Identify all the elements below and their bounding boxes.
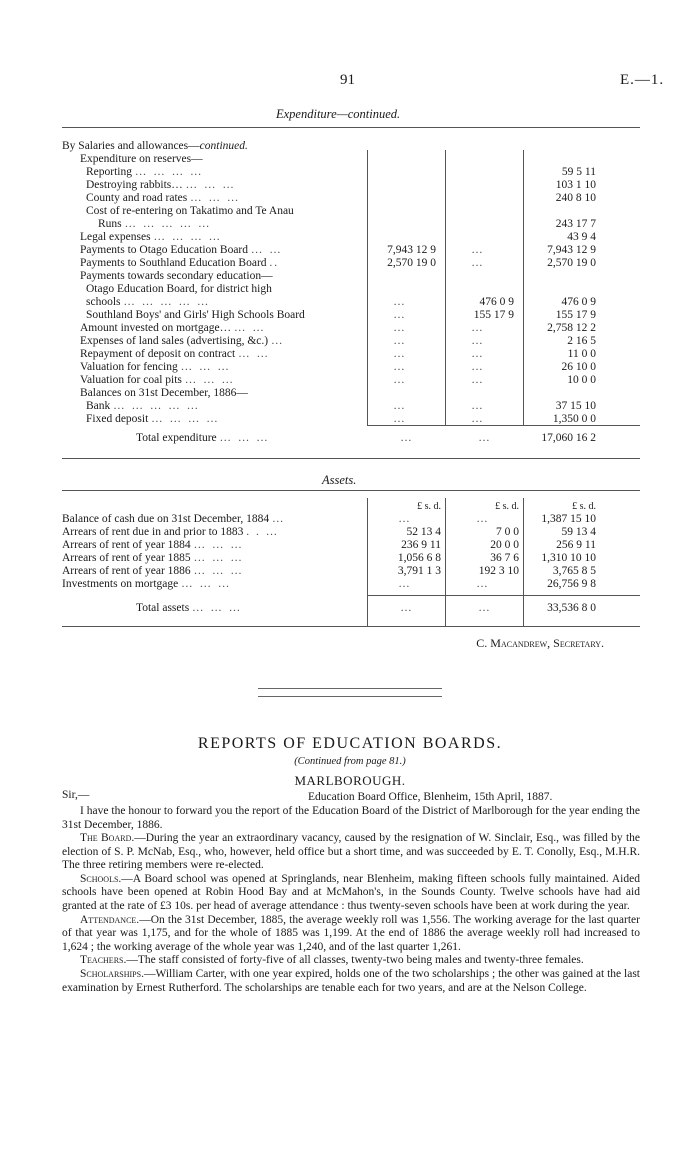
expenditure-row-label: Otago Education Board, for district high	[86, 283, 272, 295]
expenditure-col1: …	[393, 348, 405, 360]
paragraph-text: —The staff consisted of forty-five of all classes, twenty-two being males and twenty-three females.	[126, 954, 584, 967]
salutation: Sir,—	[62, 789, 90, 801]
expenditure-col3: 243 17 7	[555, 218, 596, 230]
leader-dots: … …	[233, 322, 266, 334]
expenditure-row	[62, 270, 640, 283]
ornamental-divider	[258, 688, 442, 697]
assets-table	[62, 513, 640, 591]
leader-dots: … … … … …	[123, 296, 211, 308]
assets-row	[62, 513, 640, 526]
expenditure-col2: …	[471, 335, 483, 347]
expenditure-col3: 7,943 12 9	[547, 244, 596, 256]
assets-col2: 36 7 6	[490, 552, 519, 564]
assets-col2: 192 3 10	[478, 565, 519, 577]
expenditure-row	[62, 179, 640, 192]
expenditure-col3: 59 5 11	[561, 166, 596, 178]
expenditure-col3	[518, 270, 640, 283]
expenditure-col2	[440, 140, 518, 153]
expenditure-col3	[518, 153, 640, 166]
expenditure-row	[62, 348, 640, 361]
expenditure-row-label: schools	[86, 296, 121, 308]
leader-dots: … … … …	[153, 231, 223, 243]
assets-unit-col3: £ s. d.	[572, 501, 596, 512]
expenditure-col1	[362, 153, 440, 166]
expenditure-col2: …	[471, 244, 483, 256]
expenditure-col2	[440, 218, 518, 231]
expenditure-col2: …	[471, 361, 483, 373]
paragraph-heading: Attendance.	[80, 913, 140, 926]
expenditure-row	[62, 387, 640, 400]
assets-unit-col1: £ s. d.	[417, 501, 441, 512]
assets-total-row	[62, 602, 640, 615]
leader-dots: … … …	[184, 374, 236, 386]
expenditure-row	[62, 257, 640, 270]
expenditure-title: Expenditure—continued.	[276, 107, 401, 121]
total-expenditure-value: 17,060 16 2	[541, 432, 596, 444]
expenditure-col2	[440, 387, 518, 400]
expenditure-col3: 26 10 0	[561, 361, 596, 373]
total-assets-col1: …	[400, 602, 412, 614]
expenditure-row-label: By Salaries and allowances—continued.	[62, 140, 248, 152]
expenditure-col3: 11 0 0	[567, 348, 596, 360]
expenditure-col1	[362, 283, 440, 296]
expenditure-row-label: Reporting	[86, 166, 132, 178]
expenditure-row-label: County and road rates	[86, 192, 188, 204]
leader-dots: … … … …	[151, 413, 220, 425]
paragraph-text: —A Board school was opened at Springlands, near Blenheim, making fifteen schools fully maintained. Aided schools have been opened at Robin Hood Bay and at McMahon's, in the Sounds County. Twelve schools have had aid granted at the rate of £3 10s. per head of average attendance : thus twenty-seven schools have been at work during the year.	[62, 872, 640, 912]
expenditure-col1: …	[393, 309, 405, 321]
assets-col1: 3,791 1 3	[397, 565, 441, 577]
paragraph-heading: The Board.	[80, 832, 135, 844]
expenditure-row-label: Bank	[86, 400, 111, 412]
document-code: E.—1.	[620, 72, 665, 88]
leader-dots: . . …	[246, 526, 280, 538]
secretary-signature: C. Macandrew, Secretary.	[476, 636, 604, 650]
expenditure-row	[62, 309, 640, 322]
expenditure-row-label: Repayment of deposit on contract	[80, 348, 236, 360]
expenditure-row	[62, 361, 640, 374]
expenditure-row	[62, 218, 640, 231]
expenditure-col2: …	[471, 322, 483, 334]
expenditure-row	[62, 335, 640, 348]
assets-row-label: Arrears of rent due in and prior to 1883	[62, 526, 244, 538]
leader-dots: … … … … …	[113, 400, 201, 412]
assets-row	[62, 565, 640, 578]
expenditure-row	[62, 192, 640, 205]
expenditure-row	[62, 413, 640, 426]
assets-col1: …	[398, 578, 410, 590]
report-paragraph	[62, 914, 640, 955]
expenditure-col1	[362, 218, 440, 231]
expenditure-col1	[362, 166, 440, 179]
assets-col1: 1,056 6 8	[397, 552, 441, 564]
leader-dots: … … …	[193, 565, 244, 577]
expenditure-col1	[362, 205, 440, 218]
total-expenditure-col1: …	[400, 432, 412, 444]
expenditure-col3	[518, 205, 640, 218]
expenditure-total-row	[62, 432, 640, 445]
assets-col3: 59 13 4	[561, 526, 596, 538]
leader-dots: … … …	[185, 179, 236, 191]
expenditure-row	[62, 140, 640, 153]
expenditure-row-label: Fixed deposit	[86, 413, 149, 425]
total-assets-col2: …	[478, 602, 490, 614]
expenditure-col1	[362, 270, 440, 283]
assets-row-label: Arrears of rent of year 1886	[62, 565, 191, 577]
total-assets-value: 33,536 8 0	[547, 602, 596, 614]
expenditure-col1: …	[393, 296, 405, 308]
assets-col3: 256 9 11	[556, 539, 596, 551]
expenditure-col2: …	[471, 374, 483, 386]
expenditure-row	[62, 322, 640, 335]
expenditure-row-label: Valuation for coal pits	[80, 374, 182, 386]
expenditure-col1	[362, 387, 440, 400]
paragraph-heading: Scholarships.	[80, 967, 144, 980]
assets-col3: 3,765 8 5	[552, 565, 596, 577]
assets-row-label: Balance of cash due on 31st December, 1884	[62, 513, 270, 525]
report-title: REPORTS OF EDUCATION BOARDS.	[197, 735, 503, 752]
expenditure-col2: …	[471, 257, 483, 269]
leader-dots: … …	[250, 244, 283, 256]
section-rule	[62, 458, 640, 459]
assets-row	[62, 539, 640, 552]
assets-col3: 1,310 10 10	[541, 552, 596, 564]
leader-dots: ..	[269, 257, 280, 269]
expenditure-row	[62, 244, 640, 257]
expenditure-col3: 476 0 9	[561, 296, 596, 308]
expenditure-col1	[362, 231, 440, 244]
leader-dots: … …	[238, 348, 270, 360]
report-paragraph	[62, 832, 640, 873]
expenditure-row	[62, 153, 640, 166]
leader-dots: …	[270, 335, 285, 347]
page-number: 91	[340, 72, 355, 88]
expenditure-col2	[440, 179, 518, 192]
expenditure-col1	[362, 192, 440, 205]
expenditure-col2	[440, 270, 518, 283]
expenditure-col2: …	[471, 348, 483, 360]
expenditure-row-label: Expenses of land sales (advertising, &c.)	[80, 335, 269, 347]
report-paragraph	[62, 968, 640, 995]
expenditure-col3: 1,350 0 0	[552, 413, 596, 425]
expenditure-row	[62, 166, 640, 179]
expenditure-row-label: Legal expenses	[80, 231, 151, 243]
expenditure-col2	[440, 153, 518, 166]
expenditure-col3: 2 16 5	[567, 335, 596, 347]
expenditure-col3: 10 0 0	[567, 374, 596, 386]
assets-col2: 7 0 0	[496, 526, 519, 538]
assets-row	[62, 526, 640, 539]
assets-col2: …	[476, 578, 488, 590]
expenditure-col1: …	[393, 413, 405, 425]
assets-units-row	[62, 500, 640, 513]
assets-col2: 20 0 0	[490, 539, 519, 551]
expenditure-col3	[518, 387, 640, 400]
total-expenditure-col2: …	[478, 432, 490, 444]
expenditure-row-label: Southland Boys' and Girls' High Schools Board	[86, 309, 305, 321]
expenditure-col2	[440, 205, 518, 218]
assets-col2: …	[476, 513, 488, 525]
expenditure-col1: …	[393, 322, 405, 334]
expenditure-col1	[362, 140, 440, 153]
leader-dots: … … …	[193, 552, 244, 564]
expenditure-row	[62, 283, 640, 296]
assets-top-rule	[62, 490, 640, 491]
expenditure-row	[62, 400, 640, 413]
assets-row	[62, 578, 640, 591]
leader-dots: … … …	[190, 192, 241, 204]
expenditure-row-label: Balances on 31st December, 1886—	[80, 387, 248, 399]
expenditure-row-label: Payments to Otago Education Board	[80, 244, 248, 256]
assets-col3: 26,756 9 8	[547, 578, 596, 590]
expenditure-table	[62, 140, 640, 426]
assets-row-label: Investments on mortgage	[62, 578, 179, 590]
total-assets-leader: … … …	[192, 602, 243, 614]
expenditure-row-label: Payments to Southland Education Board	[80, 257, 267, 269]
assets-row-label: Arrears of rent of year 1885	[62, 552, 191, 564]
expenditure-col1: …	[393, 400, 405, 412]
expenditure-col3: 37 15 10	[555, 400, 596, 412]
expenditure-row-label: Runs	[98, 218, 122, 230]
expenditure-col1	[362, 179, 440, 192]
paragraph-text: —On the 31st December, 1885, the average weekly roll was 1,556. The working average for the last quarter of that year was 1,175, and for the whole of 1885 was 1,199. At the end of 1886 the average weekly roll had increased to 1,624 ; the working average of the whole year was 1,240, and of the last quarter 1,261.	[62, 913, 640, 953]
paragraph-heading: Schools.	[80, 872, 122, 885]
expenditure-col1: …	[393, 335, 405, 347]
expenditure-row-label: Payments towards secondary education—	[80, 270, 273, 282]
report-subtitle: (Continued from page 81.)	[294, 756, 406, 767]
leader-dots: … … …	[193, 539, 244, 551]
expenditure-col3: 43 9 4	[567, 231, 596, 243]
expenditure-col2	[440, 231, 518, 244]
assets-total-rule	[367, 595, 640, 596]
dateline: Education Board Office, Blenheim, 15th April, 1887.	[308, 791, 553, 803]
expenditure-col2	[440, 192, 518, 205]
expenditure-col1: …	[393, 374, 405, 386]
leader-dots: … … … … …	[124, 218, 212, 230]
report-paragraph	[62, 873, 640, 914]
report-paragraph	[62, 954, 640, 968]
expenditure-row	[62, 296, 640, 309]
expenditure-row-label: Amount invested on mortgage…	[80, 322, 232, 334]
expenditure-row-label: Cost of re-entering on Takatimo and Te Anau	[86, 205, 294, 217]
top-rule	[62, 127, 640, 128]
leader-dots: …	[271, 513, 286, 525]
assets-col3: 1,387 15 10	[541, 513, 596, 525]
assets-unit-col2: £ s. d.	[495, 501, 519, 512]
leader-dots: … … …	[181, 578, 232, 590]
leader-dots: … … …	[180, 361, 231, 373]
expenditure-col3: 103 1 10	[555, 179, 596, 191]
assets-col1: 236 9 11	[401, 539, 441, 551]
total-expenditure-label: Total expenditure	[136, 432, 217, 444]
expenditure-col2: 476 0 9	[479, 296, 514, 308]
paragraph-text: —William Carter, with one year expired, holds one of the two scholarships ; the other was gained at the last examination by Ernest Rutherford. The scholarships are tenable each for two years, and are at the Nelson College.	[62, 967, 640, 994]
expenditure-col1: 2,570 19 0	[387, 257, 436, 269]
expenditure-col2: …	[471, 400, 483, 412]
intro-paragraph: I have the honour to forward you the report of the Education Board of the District of Marlborough for the year ending the 31st December, 1886.	[62, 805, 640, 831]
expenditure-col3	[518, 140, 640, 153]
expenditure-row-label: Valuation for fencing	[80, 361, 178, 373]
assets-bottom-rule	[62, 626, 640, 627]
paragraph-text: —During the year an extraordinary vacancy, caused by the resignation of W. Sinclair, Esq., was filled by the election of S. P. McNab, Esq., who, however, held office but a short time, and was succeeded by E. T. Conolly, Esq., M.H.R. The three retiring members were re-elected.	[62, 832, 640, 872]
expenditure-row	[62, 231, 640, 244]
expenditure-row-label: Expenditure on reserves—	[80, 153, 203, 165]
expenditure-row	[62, 374, 640, 387]
assets-row-label: Arrears of rent of year 1884	[62, 539, 191, 551]
expenditure-col2	[440, 166, 518, 179]
expenditure-col2: 155 17 9	[473, 309, 514, 321]
assets-col1: 52 13 4	[406, 526, 441, 538]
expenditure-col3	[518, 283, 640, 296]
assets-row	[62, 552, 640, 565]
expenditure-col1: 7,943 12 9	[387, 244, 436, 256]
expenditure-col3: 2,758 12 2	[547, 322, 596, 334]
expenditure-col2	[440, 283, 518, 296]
total-expenditure-leader: … … …	[219, 432, 270, 444]
report-district: MARLBOROUGH.	[294, 773, 406, 788]
total-assets-label: Total assets	[136, 602, 190, 614]
expenditure-col3: 240 8 10	[555, 192, 596, 204]
expenditure-col1: …	[393, 361, 405, 373]
expenditure-col2: …	[471, 413, 483, 425]
assets-title: Assets.	[322, 473, 357, 487]
expenditure-row-label: Destroying rabbits…	[86, 179, 183, 191]
leader-dots: … … … …	[134, 166, 204, 178]
assets-col1: …	[398, 513, 410, 525]
report-paragraphs	[62, 832, 640, 995]
paragraph-heading: Teachers.	[80, 954, 127, 967]
expenditure-col3: 155 17 9	[555, 309, 596, 321]
expenditure-row	[62, 205, 640, 218]
expenditure-col3: 2,570 19 0	[547, 257, 596, 269]
